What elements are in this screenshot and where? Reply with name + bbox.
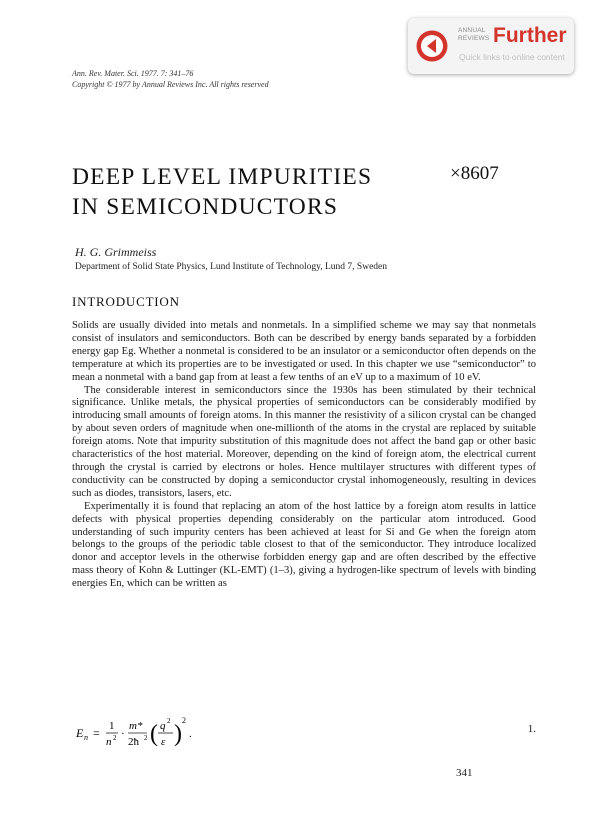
paragraph-3: Experimentally it is found that replacing an atom of the host lattice by a foreign atom results in lattice defects with physical properties depending considerably on the particular atom introduced. Good understanding of such impurity centers has been achieved at least for Si and Ge when the foreign atom belongs to the groups of the periodic table closest to that of the semiconductor. They introduce localized donor and acceptor levels in the otherwise forbidden energy gap and are often described by the effective mass theory of Kohn & Luttinger (KL-EMT) (1–3), giving a hydrogen-like spectrum of levels with binding energies En, which can be written as [72,500,536,590]
citation-line2: Copyright © 1977 by Annual Reviews Inc. All rights reserved [72,80,269,89]
eq-frac3-den: ε [161,736,166,748]
eq-outer-exp: 2 [182,716,186,725]
citation-line1: Ann. Rev. Mater. Sci. 1977. 7: 341–76 [72,69,194,78]
banner-title: Further [493,24,567,47]
eq-frac3-num: q [160,720,166,732]
banner-subtitle: Quick links to online content [459,52,565,62]
equation-formula [72,711,222,755]
eq-frac3-num-exp: 2 [167,717,171,725]
author-affiliation: Department of Solid State Physics, Lund Institute of Technology, Lund 7, Sweden [75,262,388,272]
eq-lhs: E [76,726,84,740]
author-name: H. G. Grimmeiss [75,245,157,259]
paragraph-2: The considerable interest in semiconductors since the 1930s has been stimulated by their technical significance. Unlike metals, the physical properties of semiconductors can be considerably modified by introducing small amounts of foreign atoms. In this manner the resistivity of a silicon crystal can be changed by about seven orders of magnitude when one-millionth of the atoms in the crystal are replaced by suitable foreign atoms. Note that impurity substitution of this magnitude does not affect the band gap or other basic characteristics of the host material. Moreover, depending on the kind of foreign atom, the electrical current through the crystal is carried by electrons or holes. Hence multilayer structures with different types of conductivity can be constructed by doping a semiconductor crystal inhomogeneously, resulting in devices such as diodes, transistors, lasers, etc. [72,384,536,499]
section-heading: INTRODUCTION [72,294,180,309]
eq-period: . [189,728,192,740]
back-arrow-icon [415,29,449,63]
publisher-wordmark [458,27,489,42]
eq-rparen: ) [174,721,182,747]
page-number: 341 [456,767,473,779]
paragraph-1: Solids are usually divided into metals and nonmetals. In a simplified scheme we may say that nonmetals consist of insulators and semiconductors. Both can be described by energy bands separated by a forbidden energy gap Eg. Whether a nonmetal is considered to be an insulator or a semiconductor often depends on the temperature at which its properties are to be investigated or used. In this chapter we use “semiconductor” to mean a nonmetal with a band gap from at least a few tenths of an eV up to a maximum of 10 eV. [72,320,536,383]
eq-frac2-den: 2ħ [128,736,139,748]
eq-frac1-num: 1 [109,720,115,732]
body-text [72,320,536,591]
article-code: ×8607 [450,163,499,184]
eq-lhs-sub: n [84,733,88,742]
eq-equals: = [93,726,100,740]
equation-1 [72,711,536,755]
publisher-line1: ANNUAL [458,27,486,34]
further-banner-link[interactable] [408,18,574,74]
eq-dot: · [121,728,125,740]
title-line2: IN SEMICONDUCTORS [72,194,339,220]
eq-frac2-num: m* [129,720,143,732]
publisher-line2: REVIEWS [458,34,490,42]
eq-frac1-den-exp: 2 [113,734,117,742]
equation-number: 1. [527,723,536,735]
eq-lparen: ( [150,721,158,747]
article-title [72,162,372,222]
title-line1: DEEP LEVEL IMPURITIES [72,164,373,190]
eq-frac1-den: n [106,736,112,748]
eq-frac2-den-exp: 2 [144,734,148,742]
citation-block [72,68,269,90]
